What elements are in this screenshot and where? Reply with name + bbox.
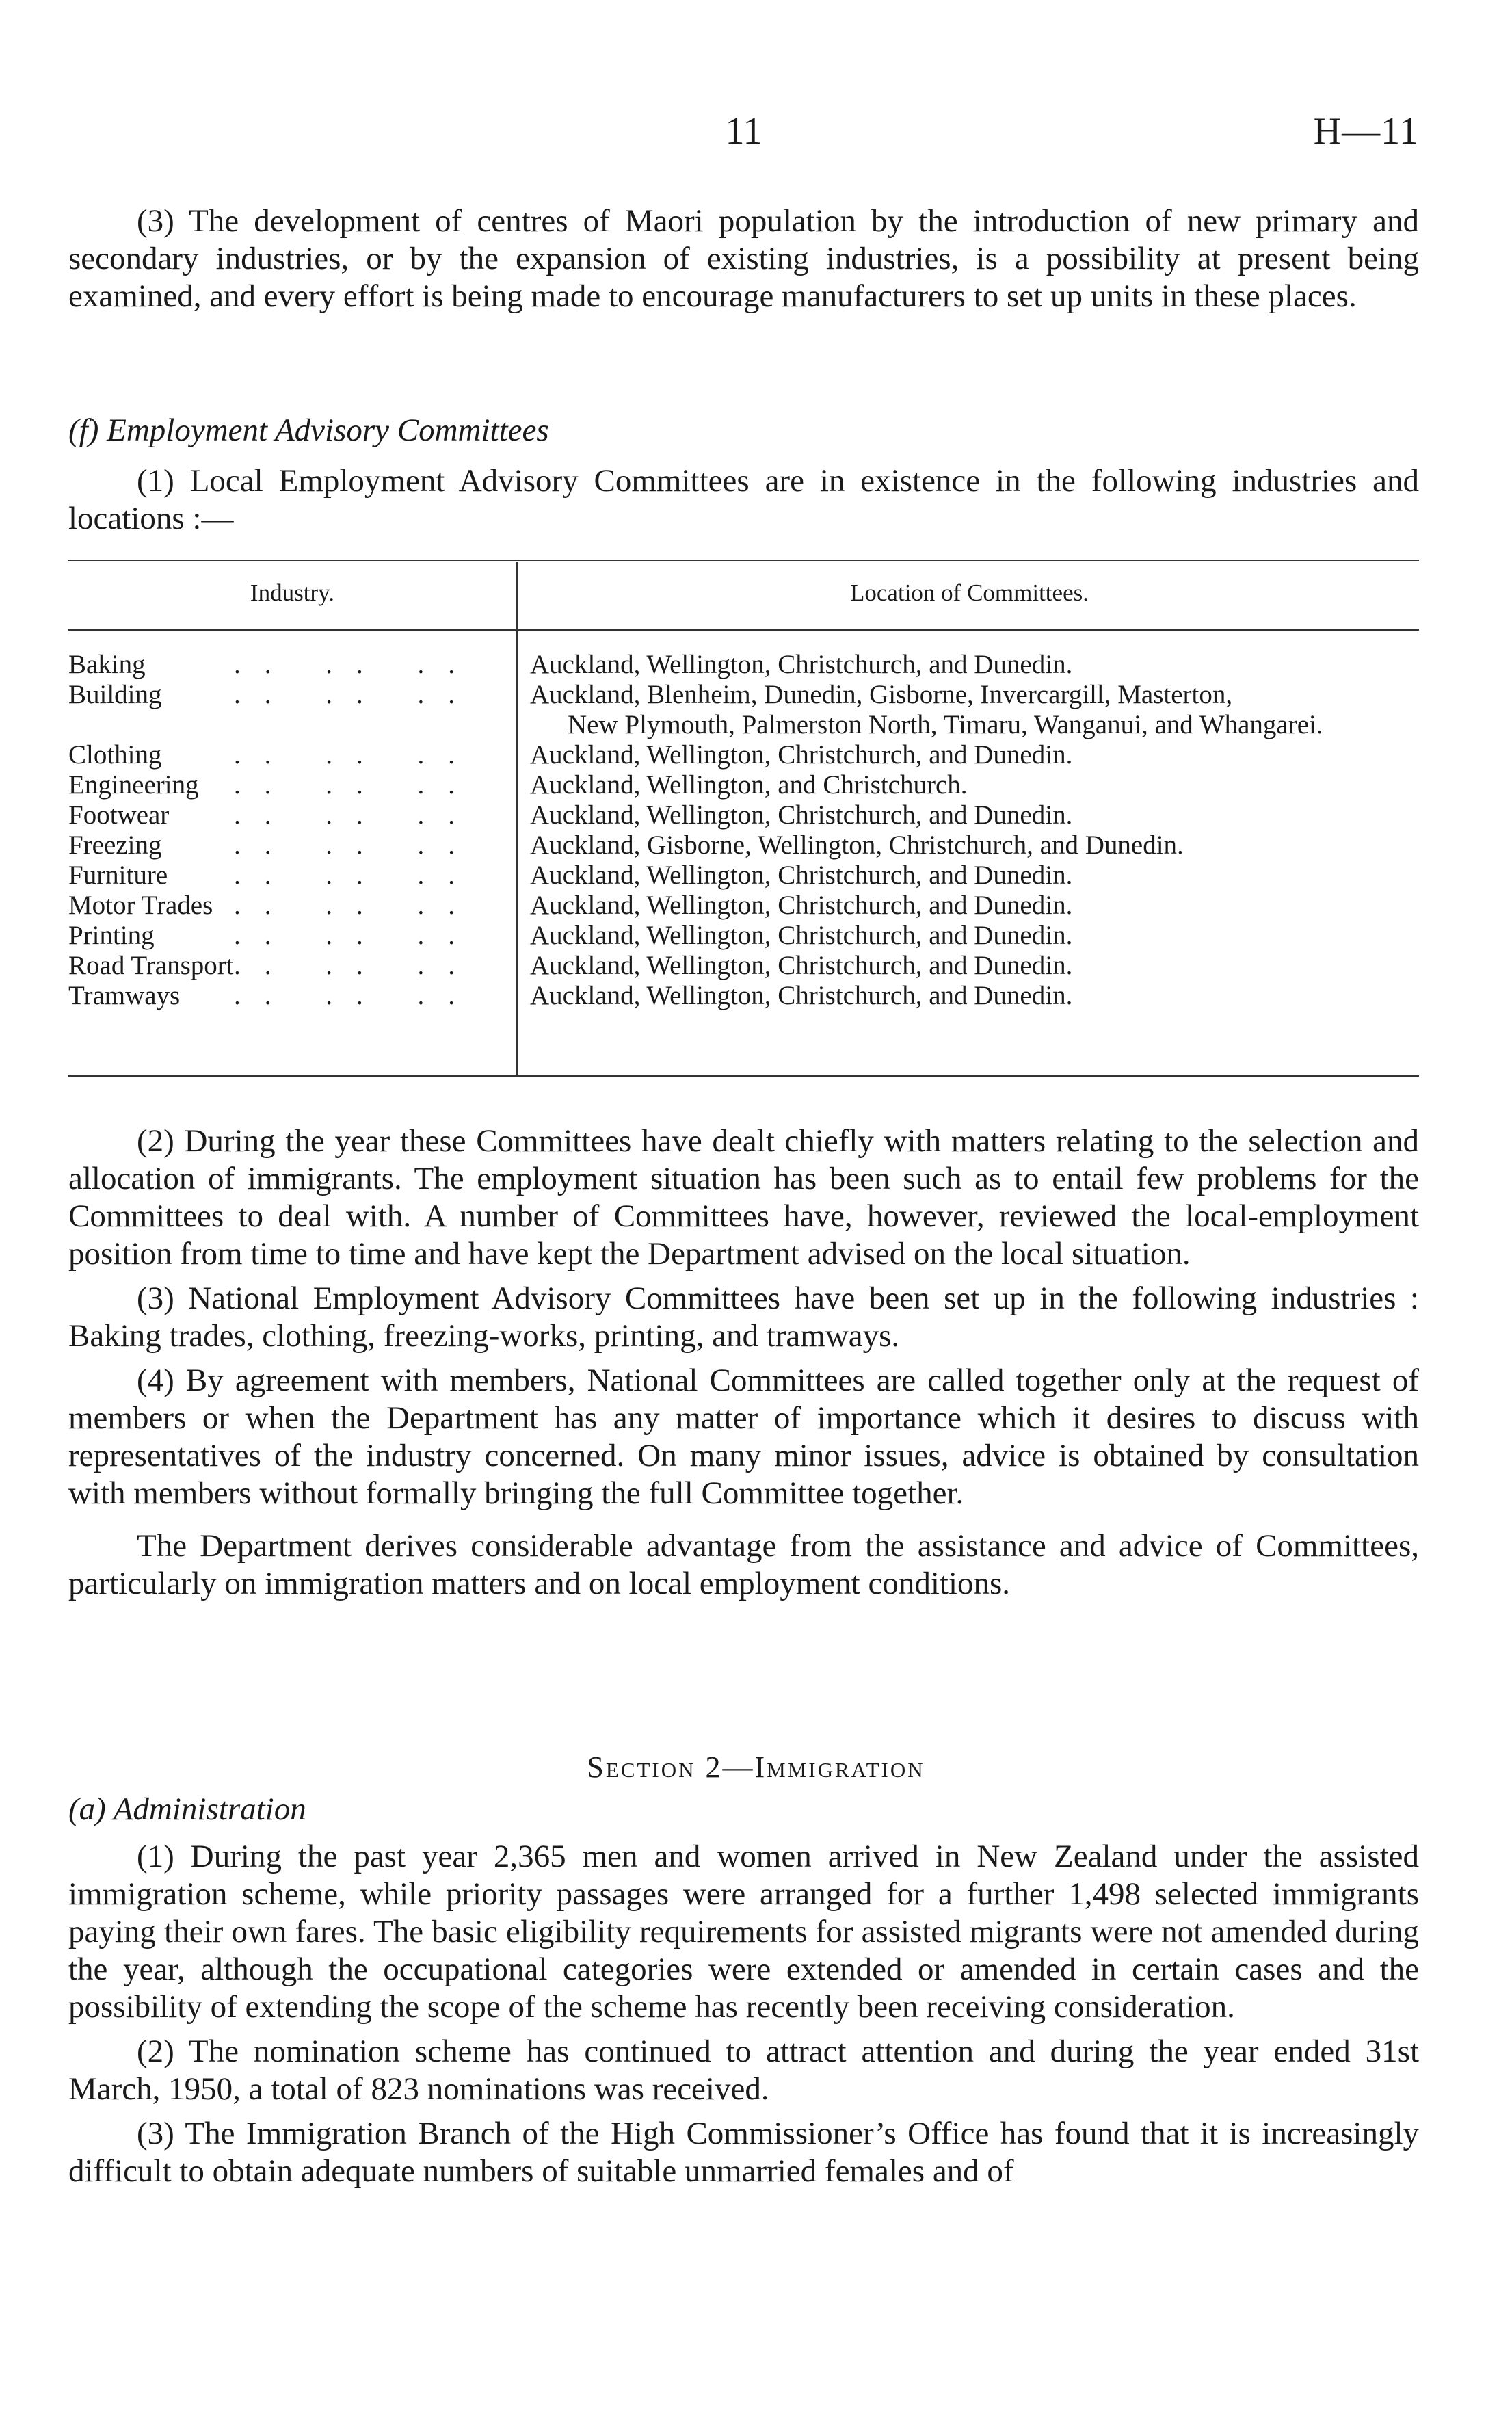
section-f-paragraph-3: (3) National Employment Advisory Committees have been set up in the following industries : Baking trades, clothing, freezing-works, printing, and tramways.	[68, 1280, 1419, 1354]
location-text: Auckland, Wellington, Christchurch, and Dunedin.	[530, 860, 1073, 890]
industry-cell	[68, 740, 479, 770]
table-row	[68, 921, 1419, 951]
location-cell	[530, 860, 1419, 891]
intro-block	[68, 202, 1419, 315]
page-number: 11	[725, 110, 762, 153]
location-cell	[530, 891, 1419, 921]
industry-name: Building	[68, 680, 162, 709]
location-text: Auckland, Wellington, Christchurch, and Dunedin.	[530, 740, 1073, 770]
industry-name: Motor Trades	[68, 891, 213, 920]
location-text: Auckland, Gisborne, Wellington, Christchurch, and Dunedin.	[530, 830, 1184, 860]
industry-name: Furniture	[68, 860, 168, 890]
column-header-location: Location of Committees.	[850, 579, 1089, 606]
table-row	[68, 860, 1419, 891]
section-f-paragraph-2: (2) During the year these Committees have dealt chiefly with matters relating to the selection and allocation of immigrants. The employment situation has been such as to entail few problems for the Committees to deal with. A number of Committees have, however, reviewed the local-employment position from time to time and have kept the Department advised on the local situation.	[68, 1123, 1419, 1272]
industry-cell	[68, 951, 479, 981]
section-f-paragraph-5: The Department derives considerable advantage from the assistance and advice of Committees, particularly on immigration matters and on local employment conditions.	[68, 1528, 1419, 1601]
section-f-intro	[68, 462, 1419, 538]
industry-cell	[68, 800, 479, 830]
table-row	[68, 770, 1419, 800]
location-cell	[530, 680, 1419, 740]
dot-leader: .. .. ..	[234, 830, 479, 860]
location-text: Auckland, Wellington, Christchurch, and Dunedin.	[530, 891, 1073, 920]
location-text: Auckland, Wellington, and Christchurch.	[530, 770, 968, 800]
section-f-heading: (f) Employment Advisory Committees	[68, 412, 549, 448]
industry-cell	[68, 680, 479, 740]
dot-leader: .. .. ..	[234, 680, 479, 709]
industry-cell	[68, 981, 479, 1011]
location-cell	[530, 830, 1419, 860]
table-row	[68, 830, 1419, 860]
column-header-industry: Industry.	[250, 579, 335, 606]
dot-leader: .. .. ..	[234, 740, 479, 770]
industry-name: Clothing	[68, 740, 162, 770]
location-text: Auckland, Wellington, Christchurch, and Dunedin.	[530, 951, 1073, 980]
table-bottom-rule	[68, 1075, 1419, 1077]
industry-name: Road Transport	[68, 951, 234, 980]
table-row	[68, 650, 1419, 680]
industry-cell	[68, 860, 479, 891]
location-text: Auckland, Wellington, Christchurch, and Dunedin.	[530, 800, 1073, 830]
location-text: Auckland, Wellington, Christchurch, and Dunedin.	[530, 650, 1073, 679]
dot-leader: .. .. ..	[234, 800, 479, 830]
table-row	[68, 680, 1419, 740]
industry-name: Engineering	[68, 770, 199, 800]
industry-name: Freezing	[68, 830, 162, 860]
industry-cell	[68, 830, 479, 860]
location-cell	[530, 740, 1419, 770]
location-text: Auckland, Wellington, Christchurch, and Dunedin.	[530, 981, 1073, 1010]
section-f-paragraph-4: (4) By agreement with members, National Committees are called together only at the request of members or when the Department has any matter of importance which it desires to discuss with representatives of the industry concerned. On many minor issues, advice is obtained by consultation with members without formally bringing the full Committee together.	[68, 1363, 1419, 1511]
document-reference: H—11	[1313, 110, 1419, 153]
industry-cell	[68, 770, 479, 800]
table-row	[68, 800, 1419, 830]
location-cell	[530, 981, 1419, 1011]
industry-name: Footwear	[68, 800, 170, 830]
industry-cell	[68, 921, 479, 951]
location-text: Auckland, Wellington, Christchurch, and Dunedin.	[530, 921, 1073, 950]
dot-leader: .. .. ..	[234, 951, 479, 980]
location-cell	[530, 921, 1419, 951]
section-f-continued	[68, 1122, 1419, 1603]
section-2-paragraph-2: (2) The nomination scheme has continued to attract attention and during the year ended 31st March, 1950, a total of 823 nominations was received.	[68, 2034, 1419, 2107]
table-row	[68, 891, 1419, 921]
location-cell	[530, 951, 1419, 981]
location-text-continued: New Plymouth, Palmerston North, Timaru, Wanganui, and Whangarei.	[568, 710, 1323, 739]
table-top-rule	[68, 560, 1419, 561]
section-2-paragraph-1: (1) During the past year 2,365 men and women arrived in New Zealand under the assisted immigration scheme, while priority passages were arranged for a further 1,498 selected immigrants paying their own fares. The basic eligibility requirements for assisted migrants were not amended during the year, although the occupational categories were extended or amended in certain cases and the possibility of extending the scope of the scheme has recently been receiving consideration.	[68, 1839, 1419, 2025]
table-row	[68, 740, 1419, 770]
dot-leader: .. .. ..	[234, 770, 479, 800]
location-cell	[530, 800, 1419, 830]
location-cell	[530, 650, 1419, 680]
committees-table	[68, 549, 1419, 1077]
dot-leader: .. .. ..	[234, 921, 479, 950]
dot-leader: .. .. ..	[234, 891, 479, 920]
table-header-rule	[68, 629, 1419, 631]
section-2-title: Section 2—Immigration	[587, 1750, 925, 1784]
location-cell	[530, 770, 1419, 800]
dot-leader: .. .. ..	[234, 860, 479, 890]
table-row	[68, 981, 1419, 1011]
table-row	[68, 951, 1419, 981]
industry-name: Printing	[68, 921, 155, 950]
page-header	[68, 109, 1419, 164]
intro-paragraph: (3) The development of centres of Maori population by the introduction of new primary and secondary industries, or by the expansion of existing industries, is a possibility at present being examined, and every effort is being made to encourage manufacturers to set up units in these places.	[68, 203, 1419, 314]
industry-cell	[68, 891, 479, 921]
section-f-paragraph-1: (1) Local Employment Advisory Committees are in existence in the following industries and locations :—	[68, 463, 1419, 536]
dot-leader: .. .. ..	[234, 981, 479, 1010]
industry-name: Tramways	[68, 981, 181, 1010]
industry-cell	[68, 650, 479, 680]
section-2-paragraph-3: (3) The Immigration Branch of the High Commissioner’s Office has found that it is increasingly difficult to obtain adequate numbers of suitable unmarried females and of	[68, 2116, 1419, 2189]
dot-leader: .. .. ..	[234, 650, 479, 679]
section-2-body	[68, 1838, 1419, 2190]
location-text: Auckland, Blenheim, Dunedin, Gisborne, Invercargill, Masterton,	[530, 680, 1233, 709]
industry-name: Baking	[68, 650, 146, 679]
section-2-subheading: (a) Administration	[68, 1791, 306, 1827]
table-body	[68, 650, 1419, 1011]
